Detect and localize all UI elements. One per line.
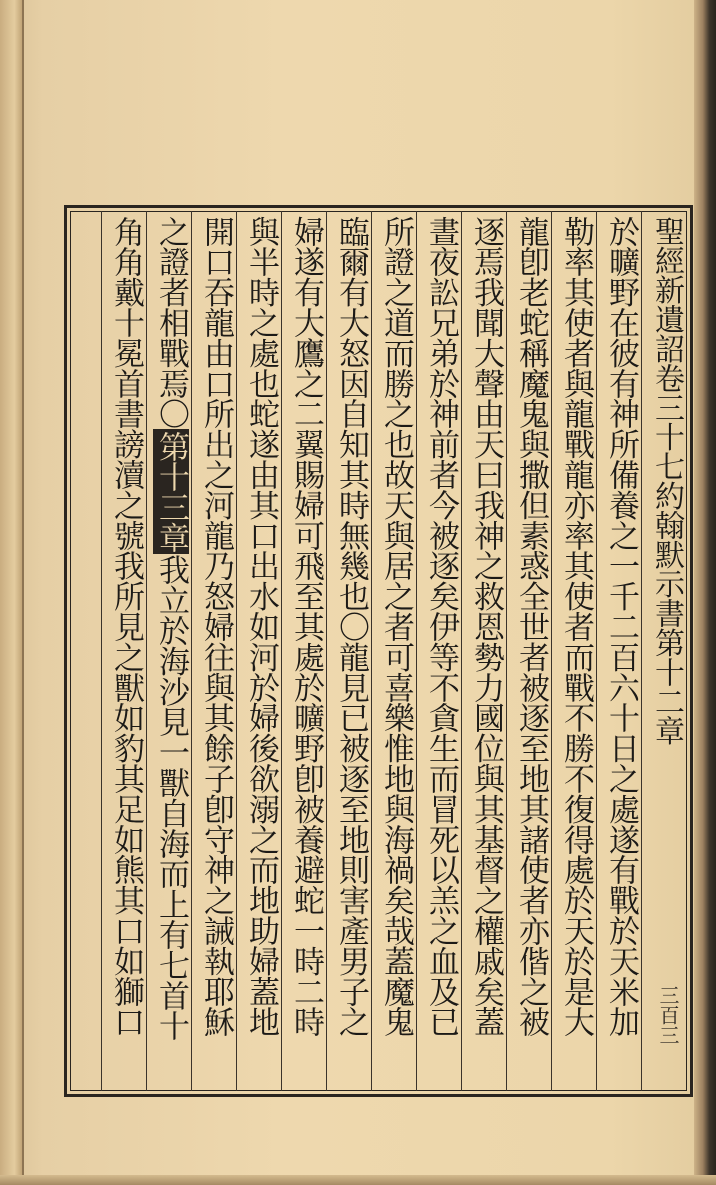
folio-number: 三百三 [656, 985, 680, 1045]
text-column: 所證之道而勝之也故天與居之者可喜樂惟地與海禍矣哉蓋魔鬼 [378, 216, 414, 1037]
text-column: 龍卽老蛇稱魔鬼與撒但素惑全世者被逐至地其諸使者亦偕之被 [513, 216, 549, 1037]
spine-line [22, 0, 24, 1185]
text-column: 逐焉我聞大聲由天曰我神之救恩勢力國位與其基督之權戚矣蓋 [468, 216, 504, 1037]
text-column: 與半時之處也蛇遂由其口出水如河於婦後欲溺之而地助婦蓋地 [243, 216, 279, 1037]
text-column-head: 之證者相戰焉〇 [153, 216, 189, 429]
text-column: 勒率其使者與龍戰龍亦率其使者而戰不勝不復得處於天於是大 [558, 216, 594, 1037]
page-edge [694, 0, 716, 1185]
text-column: 於曠野在彼有神所備養之一千二百六十日之處遂有戰於天米加 [603, 216, 639, 1037]
bottom-edge [0, 1175, 716, 1185]
binding-edge [0, 0, 24, 1185]
text-column: 晝夜訟兄弟於神前者今被逐矣伊等不貪生而冒死以羔之血及已 [423, 216, 459, 1037]
text-column: 角角戴十冕首書謗瀆之號我所見之獸如豹其足如熊其口如獅口 [108, 216, 144, 1037]
text-column: 開口吞龍由口所出之河龍乃怒婦往與其餘子卽守神之誡執耶穌 [198, 216, 234, 1037]
text-column: 臨爾有大怒因自知其時無幾也〇龍見已被逐至地則害產男子之 [333, 216, 369, 1037]
running-header: 聖經新遺詔卷三十七約翰默示書第十二章 [649, 216, 684, 746]
text-column: 婦遂有大鷹之二翼賜婦可飛至其處於曠野卽被養避蛇一時二時 [288, 216, 324, 1037]
text-column-tail: 我立於海沙見一獸自海而上有七首十 [153, 554, 189, 1041]
column-rule [101, 211, 102, 1091]
text-column-with-chapter [148, 216, 194, 1088]
chapter-label: 第十三章 [153, 430, 189, 553]
